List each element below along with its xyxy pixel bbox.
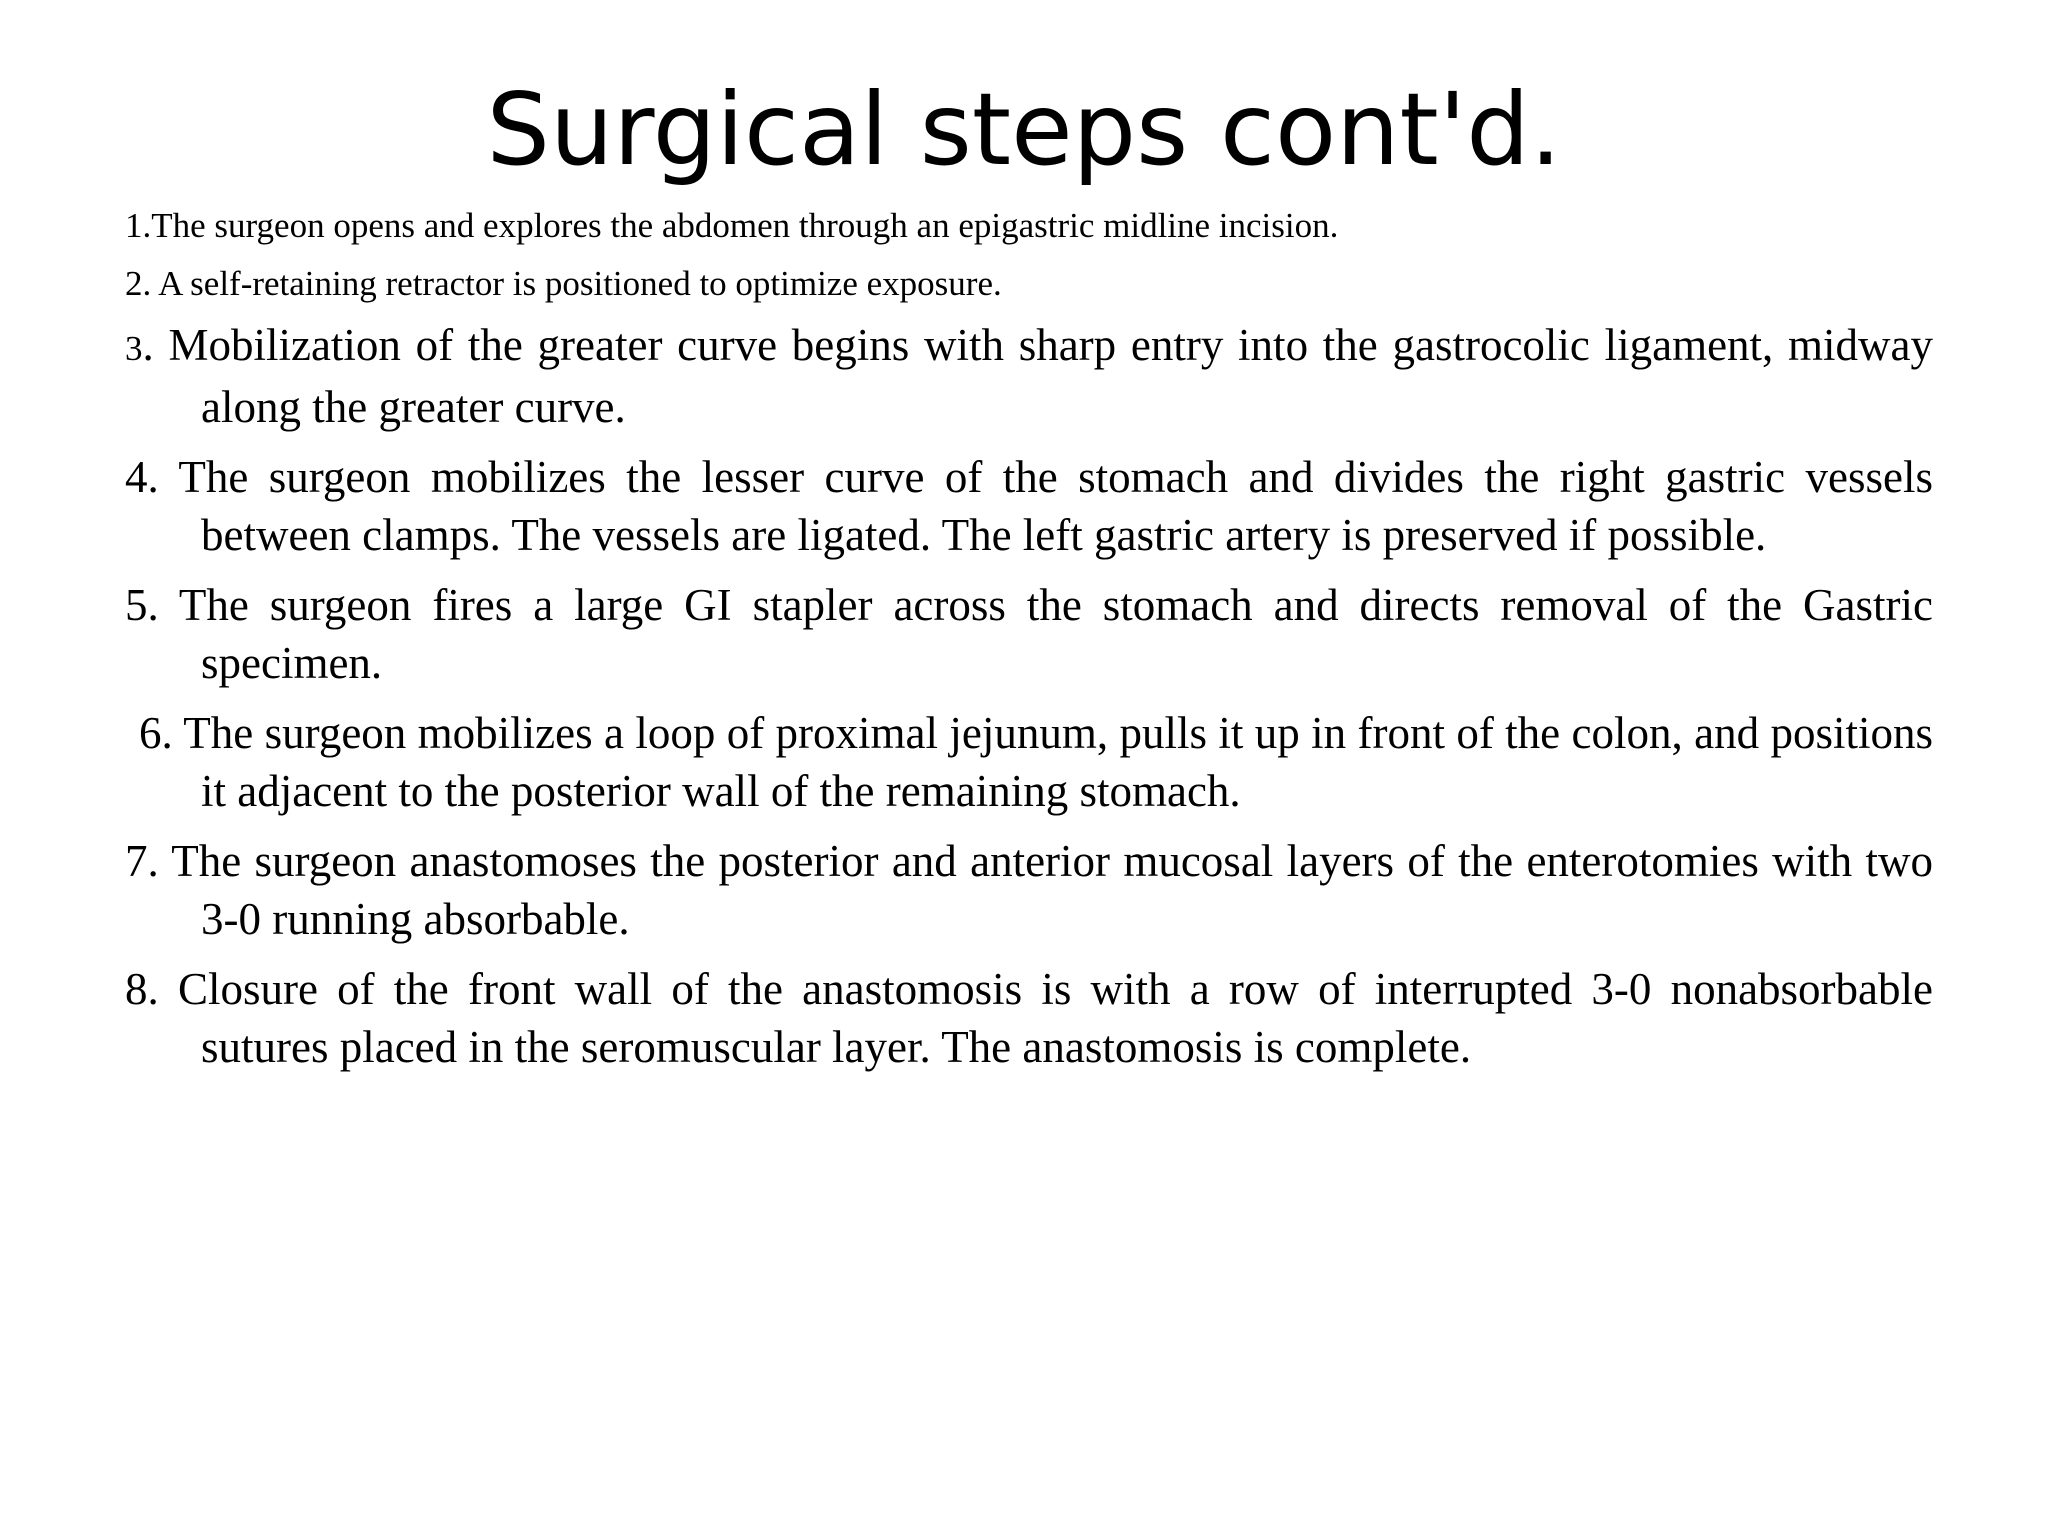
steps-list: [125, 200, 1933, 1088]
step-5: 5. The surgeon fires a large GI stapler across the stomach and directs removal of the Gastric specimen.: [125, 580, 1933, 688]
step-6: 6. The surgeon mobilizes a loop of proximal jejunum, pulls it up in front of the colon, and positions it adjacent to the posterior wall of the remaining stomach.: [139, 708, 1933, 816]
step-2: 2. A self-retaining retractor is positioned to optimize exposure.: [125, 264, 1002, 303]
step-7: 7. The surgeon anastomoses the posterior and anterior mucosal layers of the enterotomies with two 3-0 running absorbable.: [125, 836, 1933, 944]
step-3-number: 3: [125, 329, 143, 368]
step-4: 4. The surgeon mobilizes the lesser curve of the stomach and divides the right gastric vessels between clamps. The vessels are ligated. The left gastric artery is preserved if possible.: [125, 452, 1933, 560]
step-8: 8. Closure of the front wall of the anastomosis is with a row of interrupted 3-0 nonabsorbable sutures placed in the seromuscular layer. The anastomosis is complete.: [125, 964, 1933, 1072]
step-3: [125, 316, 1933, 436]
step-1: 1.The surgeon opens and explores the abdomen through an epigastric midline incision.: [125, 206, 1339, 245]
slide-title: Surgical steps cont'd.: [486, 71, 1562, 188]
step-3-text: . Mobilization of the greater curve begins with sharp entry into the gastrocolic ligament, midway along the greater curve.: [142, 320, 1933, 432]
